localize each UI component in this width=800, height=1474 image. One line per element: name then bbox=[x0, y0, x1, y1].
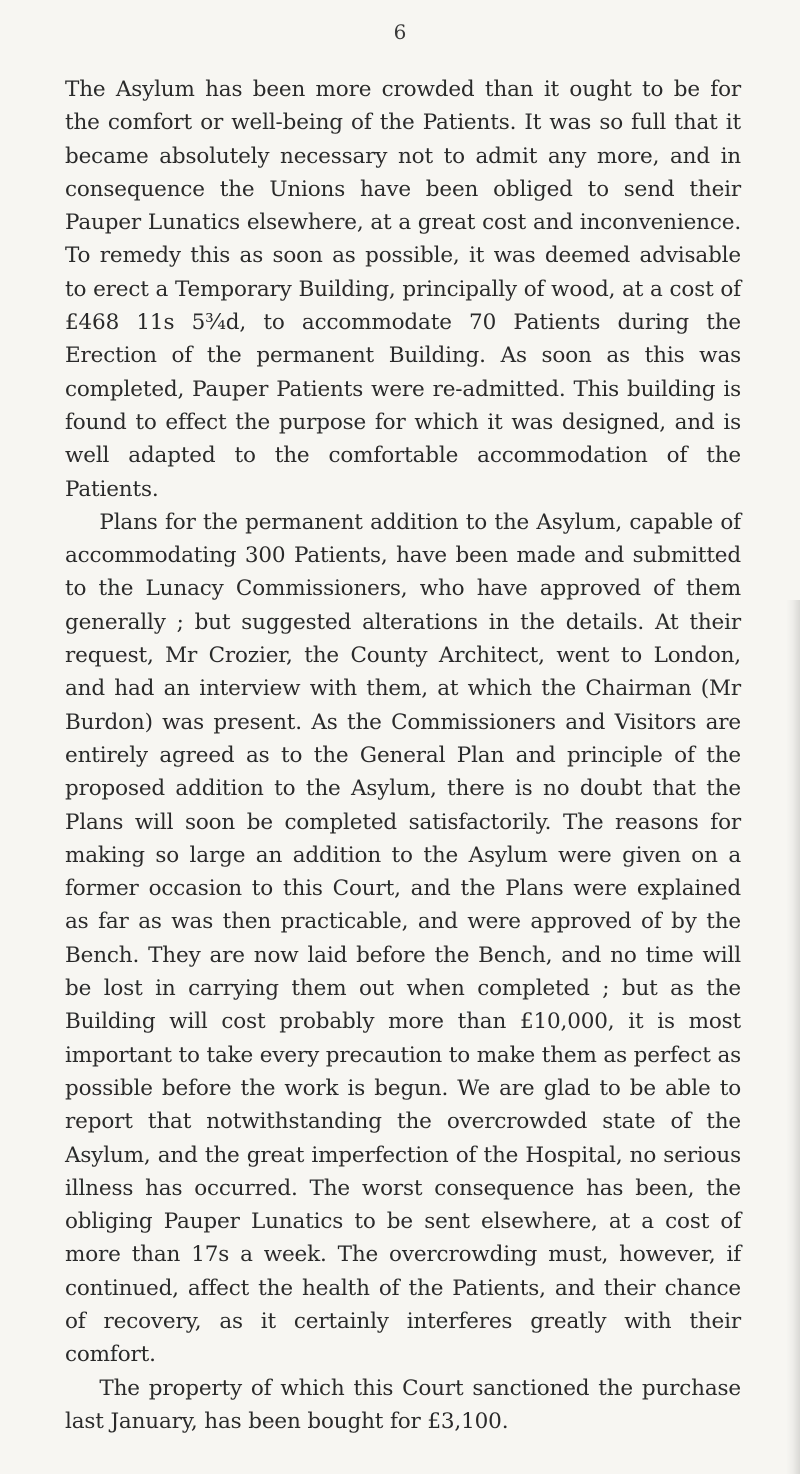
document-body bbox=[65, 73, 741, 1438]
page-edge-shadow bbox=[786, 600, 800, 1474]
paragraph-property-purchase: The property of which this Court sanctioned the purchase last January, has been bought for £3,100. bbox=[65, 1375, 741, 1434]
page-number: 6 bbox=[393, 20, 407, 44]
paragraph-asylum-overcrowding: The Asylum has been more crowded than it ought to be for the comfort or well-being of the Patients. It was so full that it became absolutely necessary not to admit any more, and in consequence the Unions have been obliged to send their Pauper Lunatics elsewhere, at a great cost and inconvenience. To remedy this as soon as possible, it was deemed advisable to erect a Temporary Building, principally of wood, at a cost of £468 11s 5¾d, to accommodate 70 Patients during the Erection of the permanent Building. As soon as this was completed, Pauper Patients were re-admitted. This building is found to effect the purpose for which it was designed, and is well adapted to the comfortable accommodation of the Patients. bbox=[65, 77, 741, 502]
paragraph-permanent-addition-plans: Plans for the permanent addition to the Asylum, capable of accommodating 300 Patients, have been made and submitted to the Lunacy Commissioners, who have approved of them generally ; but suggested alterations in the details. At their request, Mr Crozier, the County Architect, went to London, and had an interview with them, at which the Chairman (Mr Burdon) was present. As the Commissioners and Visitors are entirely agreed as to the General Plan and principle of the proposed addition to the Asylum, there is no doubt that the Plans will soon be completed satisfactorily. The reasons for making so large an addition to the Asylum were given on a former occasion to this Court, and the Plans were explained as far as was then practicable, and were approved of by the Bench. They are now laid before the Bench, and no time will be lost in carrying them out when completed ; but as the Building will cost probably more than £10,000, it is most important to take every precaution to make them as perfect as possible before the work is begun. We are glad to be able to report that notwithstanding the overcrowded state of the Asylum, and the great imperfection of the Hospital, no serious illness has occurred. The worst consequence has been, the obliging Pauper Lunatics to be sent elsewhere, at a cost of more than 17s a week. The overcrowding must, however, if continued, affect the health of the Patients, and their chance of recovery, as it certainly interferes greatly with their comfort. bbox=[65, 509, 741, 1368]
